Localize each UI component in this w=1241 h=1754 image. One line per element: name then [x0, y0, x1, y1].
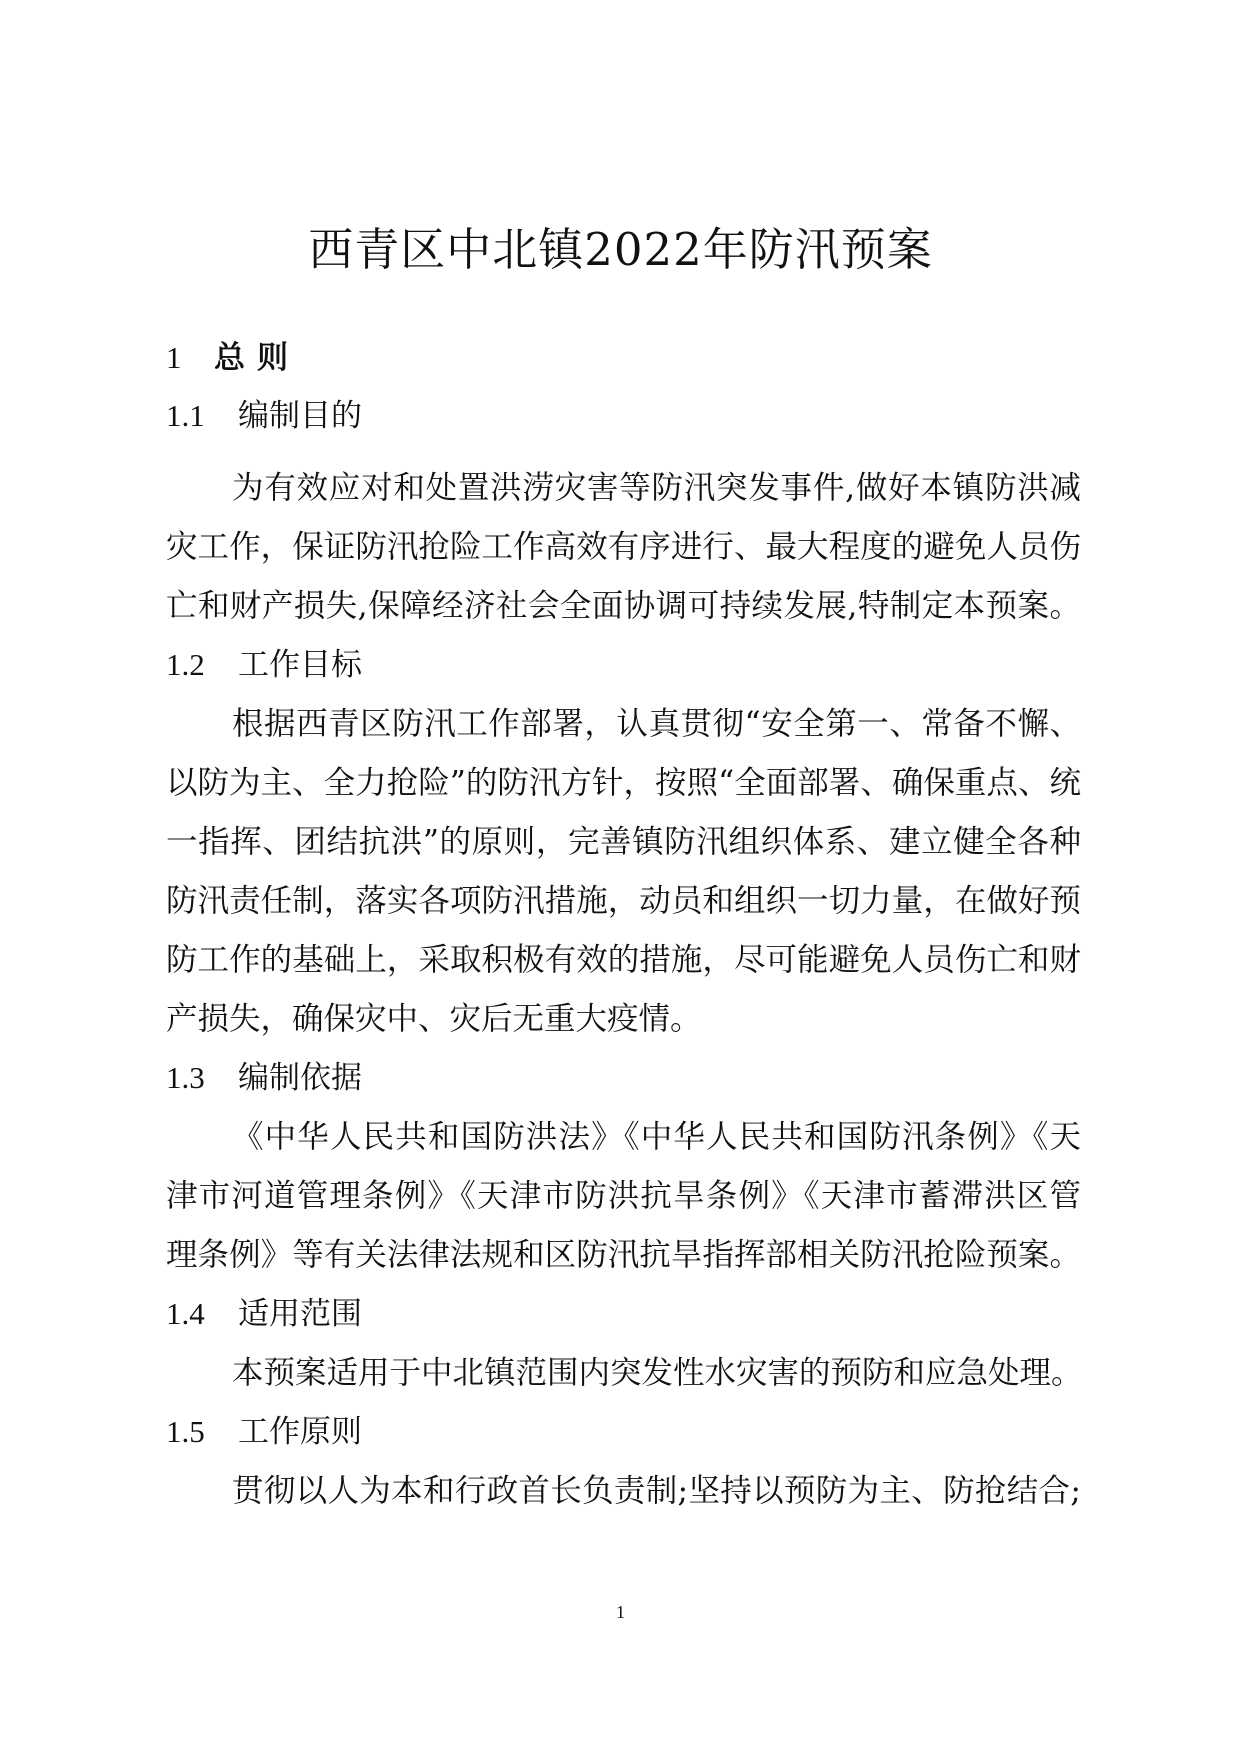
paragraph-line: 本预案适用于中北镇范围内突发性水灾害的预防和应急处理。 — [232, 1355, 1083, 1391]
section-heading-1-4 — [166, 1292, 362, 1336]
paragraph-line: 亡和财产损失,保障经济社会全面协调可持续发展,特制定本预案。 — [166, 588, 1081, 624]
section-number: 1.2 — [166, 647, 205, 682]
section-title: 总则 — [214, 340, 300, 376]
paragraph-line: 灾工作，保证防汛抢险工作高效有序进行、最大程度的避免人员伤 — [166, 529, 1081, 565]
section-number: 1.5 — [166, 1414, 205, 1449]
section-number: 1.4 — [166, 1296, 205, 1331]
section-number: 1.1 — [166, 398, 205, 433]
section-heading-1-1 — [166, 394, 362, 438]
paragraph-line: 以防为主、全力抢险”的防汛方针，按照“全面部署、确保重点、统 — [166, 765, 1081, 801]
section-title: 编制依据 — [238, 1060, 362, 1096]
page-number: 1 — [616, 1602, 625, 1622]
paragraph-line: 防汛责任制，落实各项防汛措施，动员和组织一切力量，在做好预 — [166, 883, 1081, 919]
section-title: 工作目标 — [238, 647, 362, 683]
section-number: 1.3 — [166, 1060, 205, 1095]
paragraph-line: 一指挥、团结抗洪”的原则，完善镇防汛组织体系、建立健全各种 — [166, 824, 1081, 860]
section-heading-1-2 — [166, 643, 362, 687]
section-heading-1-3 — [166, 1056, 362, 1100]
paragraph-line: 为有效应对和处置洪涝灾害等防汛突发事件,做好本镇防洪减 — [232, 470, 1081, 506]
section-number: 1 — [166, 340, 182, 375]
section-title: 适用范围 — [238, 1296, 362, 1332]
paragraph-line: 《中华人民共和国防洪法》《中华人民共和国防汛条例》《天 — [232, 1119, 1081, 1155]
section-title: 工作原则 — [238, 1414, 362, 1450]
document-title: 西青区中北镇2022年防汛预案 — [308, 223, 933, 276]
section-title: 编制目的 — [238, 398, 362, 434]
paragraph-line: 津市河道管理条例》《天津市防洪抗旱条例》《天津市蓄滞洪区管 — [166, 1178, 1081, 1214]
paragraph-line: 防工作的基础上，采取积极有效的措施，尽可能避免人员伤亡和财 — [166, 942, 1081, 978]
section-heading-1-5 — [166, 1410, 362, 1454]
paragraph-line: 贯彻以人为本和行政首长负责制;坚持以预防为主、防抢结合; — [232, 1473, 1081, 1509]
paragraph-line: 产损失，确保灾中、灾后无重大疫情。 — [166, 1001, 702, 1037]
paragraph-line: 理条例》等有关法律法规和区防汛抗旱指挥部相关防汛抢险预案。 — [166, 1237, 1081, 1273]
section-heading-1 — [166, 336, 300, 380]
paragraph-line: 根据西青区防汛工作部署，认真贯彻“安全第一、常备不懈、 — [232, 706, 1081, 742]
